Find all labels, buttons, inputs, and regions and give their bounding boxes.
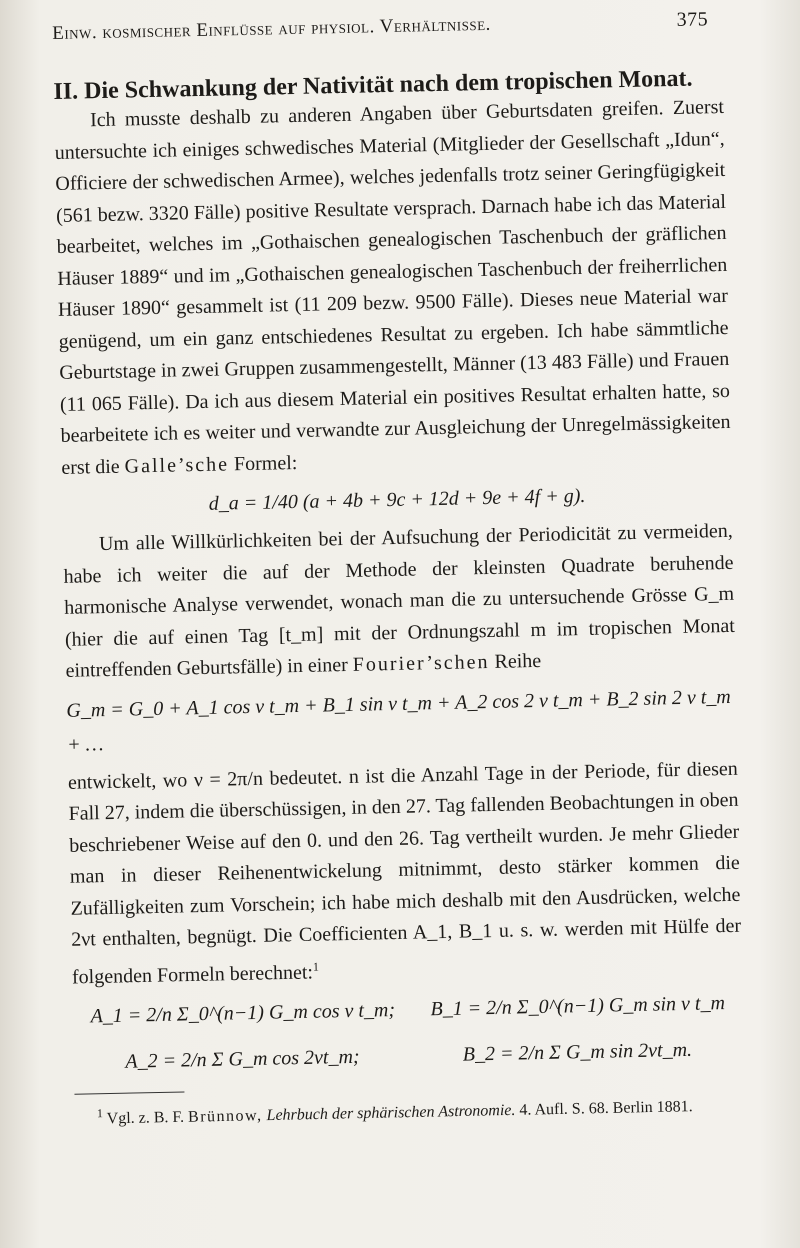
running-title: Einw. kosmischer Einflüsse auf physiol. Verhältnisse. [52,13,492,44]
formula-a1: A_1 = 2/n Σ_0^(n−1) G_m cos ν t_m; [90,998,396,1028]
paragraph-2-end: Reihe [494,649,542,673]
formula-galle: d_a = 1/40 (a + 4b + 9c + 12d + 9e + 4f + g). [208,484,586,515]
running-header [52,8,722,45]
footnote-rest: 4. Aufl. S. 68. Berlin 1881. [519,1097,693,1119]
formula-b2: B_2 = 2/n Σ G_m sin 2νt_m. [462,1038,693,1066]
formula-b1: B_1 = 2/n Σ_0^(n−1) G_m sin ν t_m [430,991,726,1020]
paragraph-3-text: entwickelt, wo ν = 2π/n bedeutet. n ist die Anzahl Tage in der Periode, für diesen Fall 27, indem die überschüssigen, in den 27. Tag fallenden Beobachtungen in oben beschriebener Weise auf den 0. und den 26. Tag vertheilt wurden. Je mehr Glieder man in dieser Reihenentwickelung mitnimmt, desto stärker kommen die Zufälligkeiten zum Vorschein; ich habe mich deshalb mit den Ausdrücken, welche 2νt enthalten, begnügt. Die Coefficienten A_1, B_1 u. s. w. werden mit Hülfe der folgenden Formeln berechnet: [67,757,742,988]
page-number: 375 [676,8,709,31]
footnote-prefix: Vgl. z. B. F. [106,1108,185,1128]
paragraph-2 [63,516,736,687]
footnote-book: Lehrbuch der sphärischen Astronomie. [266,1101,516,1124]
formula-fourier-series: G_m = G_0 + A_1 cos ν t_m + B_1 sin ν t_m + A_2 cos 2 ν t_m + B_2 sin 2 ν t_m + … [66,685,731,756]
paragraph-2-text: Um alle Willkürlichkeiten bei der Aufsuchung der Periodicität zu vermeiden, habe ich weiter die auf der Methode der kleinsten Quadrate beruhende harmonische Analyse verwendet, wonach man die zu untersuchende Grösse G_m (hier die auf einen Tag [t_m] mit der Ordnungszahl m im tropischen Monat eintreffenden Geburtsfälle) in einer [63,519,736,682]
footnote [75,1086,746,1132]
formula-a2: A_2 = 2/n Σ G_m cos 2νt_m; [125,1045,360,1073]
paragraph-1-text: Ich musste deshalb zu anderen Angaben über Geburtsdaten greifen. Zuerst untersuchte ich einiges schwedisches Material (Mitglieder der Gesellschaft „Idun“, Officiere der schwedischen Armee), welches jedenfalls trotz seiner Geringfügigkeit (561 bezw. 3320 Fälle) positive Resultate versprach. Darnach habe ich das Material bearbeitet, welches im „Gothaischen genealogischen Taschenbuch der gräflichen Häuser 1889“ und im „Gothaischen genealogischen Taschenbuch der freiherrlichen Häuser 1890“ gesammelt ist (11 209 bezw. 9500 Fälle). Dieses neue Material war genügend, um ein ganz entschiedenes Resultat zu ergeben. Ich habe sämmtliche Geburtstage in zwei Gruppen zusammengestellt, Männer (13 483 Fälle) und Frauen (11 065 Fälle). Da ich aus diesem Material ein positives Resultat erhalten hatte, so bearbeitete ich es weiter und verwandte zur Ausgleichung der Unregelmässigkeiten erst die [54,95,731,479]
footnote-author: Brünnow, [187,1106,263,1126]
footnote-rule [74,1091,184,1094]
paragraph-1-end: Formel: [233,451,298,475]
fourier-name: Fourier’schen [352,650,490,676]
paragraph-1 [54,92,732,484]
section-title: II. Die Schwankung der Nativität nach dem tropischen Monat. [53,65,693,105]
galle-name: Galle’sche [124,452,230,478]
footnote-mark: 1 [96,1105,104,1120]
paragraph-3 [68,753,743,993]
footnote-ref: 1 [312,959,320,974]
page-content [52,8,745,1133]
